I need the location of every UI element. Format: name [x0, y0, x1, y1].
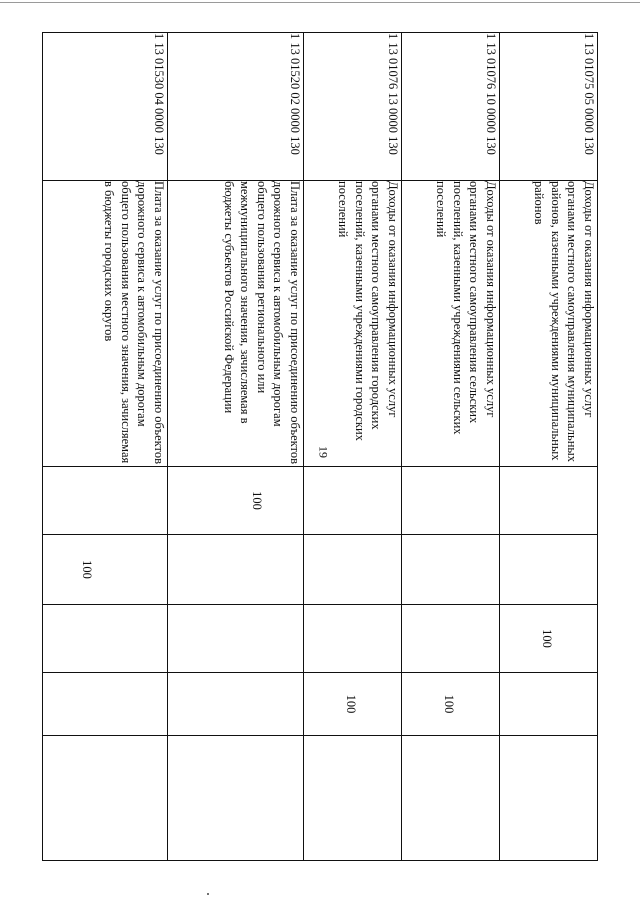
- kbk-code-cell: 1 13 01520 02 0000 130: [168, 33, 304, 181]
- value-cell: [168, 535, 304, 605]
- kbk-code-cell: 1 13 01075 05 0000 130: [500, 33, 598, 181]
- value-cell: [402, 673, 500, 736]
- value-cell: [168, 605, 304, 673]
- revenue-description-cell: Доходы от оказания информационных услуг органами местного самоуправления муниципальных районов, казенными учреждениями муниципальных районов: [500, 181, 598, 467]
- revenue-description-cell: Доходы от оказания информационных услуг органами местного самоуправления сельских поселений, казенными учреждениями сельских поселений: [402, 181, 500, 467]
- value-text: 100: [442, 694, 457, 714]
- value-cell: [43, 736, 168, 861]
- value-cell: [500, 535, 598, 605]
- value-cell: [43, 605, 168, 673]
- kbk-code-cell: 1 13 01076 13 0000 130: [304, 33, 402, 181]
- table-row: [402, 33, 500, 861]
- revenue-table: [42, 32, 598, 861]
- value-cell: [168, 673, 304, 736]
- value-cell: [500, 673, 598, 736]
- revenue-description-cell: Плата за оказание услуг по присоединению объектов дорожного сервиса к автомобильным дорогам общего пользования местного значения, зачисляемая в бюджеты городских округов: [43, 181, 168, 467]
- kbk-code-cell: 1 13 01530 04 0000 130: [43, 33, 168, 181]
- table-frame: [43, 32, 598, 860]
- value-cell: [500, 605, 598, 673]
- value-cell: [402, 736, 500, 861]
- scan-speck: [207, 893, 209, 895]
- value-cell: [500, 736, 598, 861]
- value-text: 100: [344, 694, 359, 714]
- value-cell: [304, 673, 402, 736]
- value-cell: [43, 467, 168, 535]
- value-text: 100: [80, 560, 95, 579]
- value-cell: [43, 535, 168, 605]
- table-row: [304, 33, 402, 861]
- table-row: [168, 33, 304, 861]
- value-cell: [43, 673, 168, 736]
- value-cell: [402, 605, 500, 673]
- value-cell: [304, 736, 402, 861]
- value-cell: [402, 535, 500, 605]
- value-text: 100: [250, 491, 265, 510]
- value-cell: [168, 467, 304, 535]
- value-cell: [304, 605, 402, 673]
- revenue-description-cell: Доходы от оказания информационных услуг органами местного самоуправления городских поселений, казенными учреждениями городских поселений: [304, 181, 402, 467]
- value-cell: [402, 467, 500, 535]
- value-cell: [168, 736, 304, 861]
- scan-edge-line: [0, 2, 640, 3]
- table-row: [500, 33, 598, 861]
- value-text: 100: [540, 629, 555, 648]
- page-number: 19: [316, 446, 331, 458]
- kbk-code-cell: 1 13 01076 10 0000 130: [402, 33, 500, 181]
- table-row: [43, 33, 168, 861]
- revenue-description-cell: Плата за оказание услуг по присоединению объектов дорожного сервиса к автомобильным дорогам общего пользования регионального или межмуниципального значения, зачисляемая в бюджеты субъектов Российской Федерации: [168, 181, 304, 467]
- value-cell: [500, 467, 598, 535]
- value-cell: [304, 535, 402, 605]
- value-cell: [304, 467, 402, 535]
